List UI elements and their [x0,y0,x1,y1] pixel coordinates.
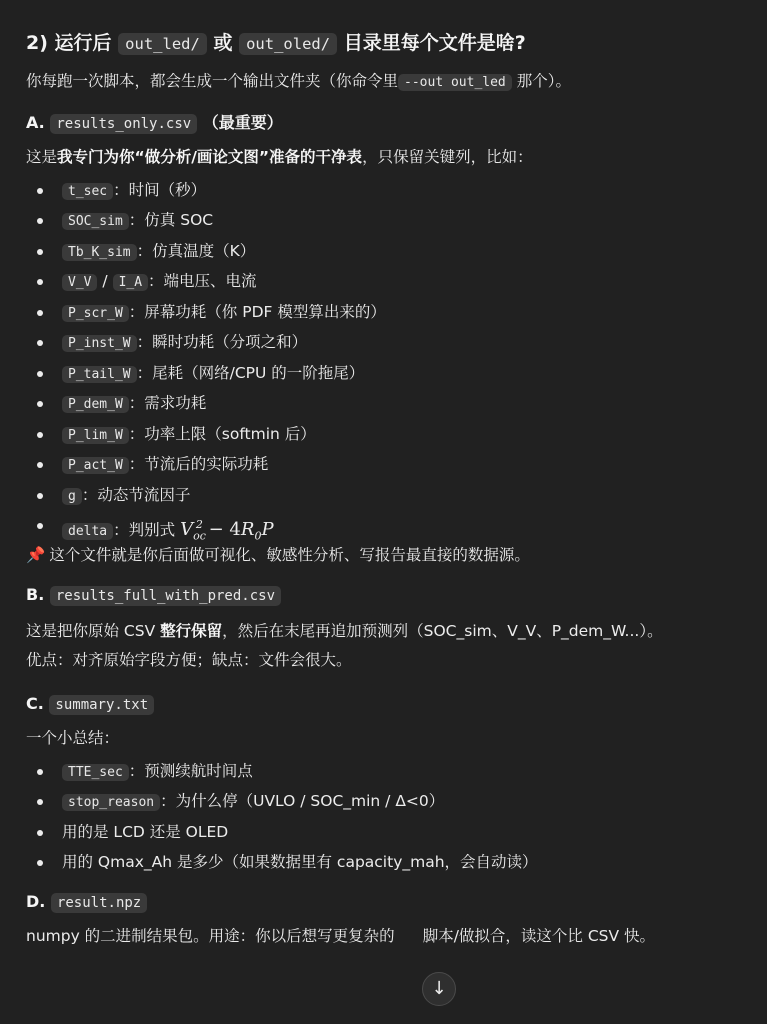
section-b-text: 这是把你原始 CSV 整行保留，然后在末尾再追加预测列（SOC_sim、V_V、P_dem_W...）。 优点：对齐原始字段方便；缺点：文件会很大。 [26,621,663,670]
section-c-heading: C. summary.txt [26,692,767,716]
list-item: t_sec ：时间（秒） [62,175,767,206]
pushpin-icon: 📌 [26,545,46,564]
section-a-heading: A. results_only.csv （最重要） [26,112,283,132]
inline-code: result.npz [51,893,147,913]
list-item-delta: delta ：判别式 $V_{oc}^2 - 4R_0P$ [62,510,767,541]
section-b-heading: B. results_full_with_pred.csv [26,583,767,607]
list-item: g ：动态节流因子 [62,480,767,511]
list-item: P_lim_W ：功率上限（softmin 后） [62,419,767,450]
section-2-intro: 你每跑一次脚本，都会生成一个输出文件夹（你命令里 --out out_led 那个）。 [26,71,571,90]
section-a-desc: 这是我专门为你“做分析/画论文图”准备的干净表，只保留关键列，比如： [26,147,533,166]
list-item: P_act_W ：节流后的实际功耗 [62,449,767,480]
inline-code: --out out_led [398,74,512,91]
inline-code: out_led/ [118,33,207,55]
list-item: P_dem_W ：需求功耗 [62,388,767,419]
section-a-list [26,175,767,541]
list-item: stop_reason ：为什么停（UVLO / SOC_min / Δ<0） [62,786,767,817]
inline-code: results_only.csv [50,114,197,134]
discriminant-formula: $V_{oc}^2 - 4R_0P$ [180,518,274,543]
section-2-heading: 2) 运行后 out_led/ 或 out_oled/ 目录里每个文件是啥? [26,32,526,54]
list-item: P_inst_W ：瞬时功耗（分项之和） [62,327,767,358]
section-c-list [26,756,767,878]
scroll-to-bottom-button[interactable] [422,972,456,1006]
inline-code: results_full_with_pred.csv [50,586,281,606]
list-item: Tb_K_sim ：仿真温度（K） [62,236,767,267]
list-item: P_tail_W ：尾耗（网络/CPU 的一阶拖尾） [62,358,767,389]
list-item: P_scr_W ：屏幕功耗（你 PDF 模型算出来的） [62,297,767,328]
inline-code: out_oled/ [239,33,337,55]
section-d-text: numpy 的二进制结果包。用途：你以后想写更复杂的 脚本/做拟合，读这个比 CSV 快。 [26,926,656,945]
section-d-heading: D. result.npz [26,890,767,914]
list-item: 用的 Qmax_Ah 是多少（如果数据里有 capacity_mah，会自动读） [62,847,767,878]
section-c-intro: 一个小总结： [26,728,120,747]
section-a-pin-note: 📌 这个文件就是你后面做可视化、敏感性分析、写报告最直接的数据源。 [26,543,767,567]
list-item: SOC_sim ：仿真 SOC [62,205,767,236]
list-item: V_V / I_A ：端电压、电流 [62,266,767,297]
inline-code: summary.txt [49,695,154,715]
arrow-down-icon: ↓ [431,978,447,999]
list-item: TTE_sec ：预测续航时间点 [62,756,767,787]
list-item: 用的是 LCD 还是 OLED [62,817,767,848]
